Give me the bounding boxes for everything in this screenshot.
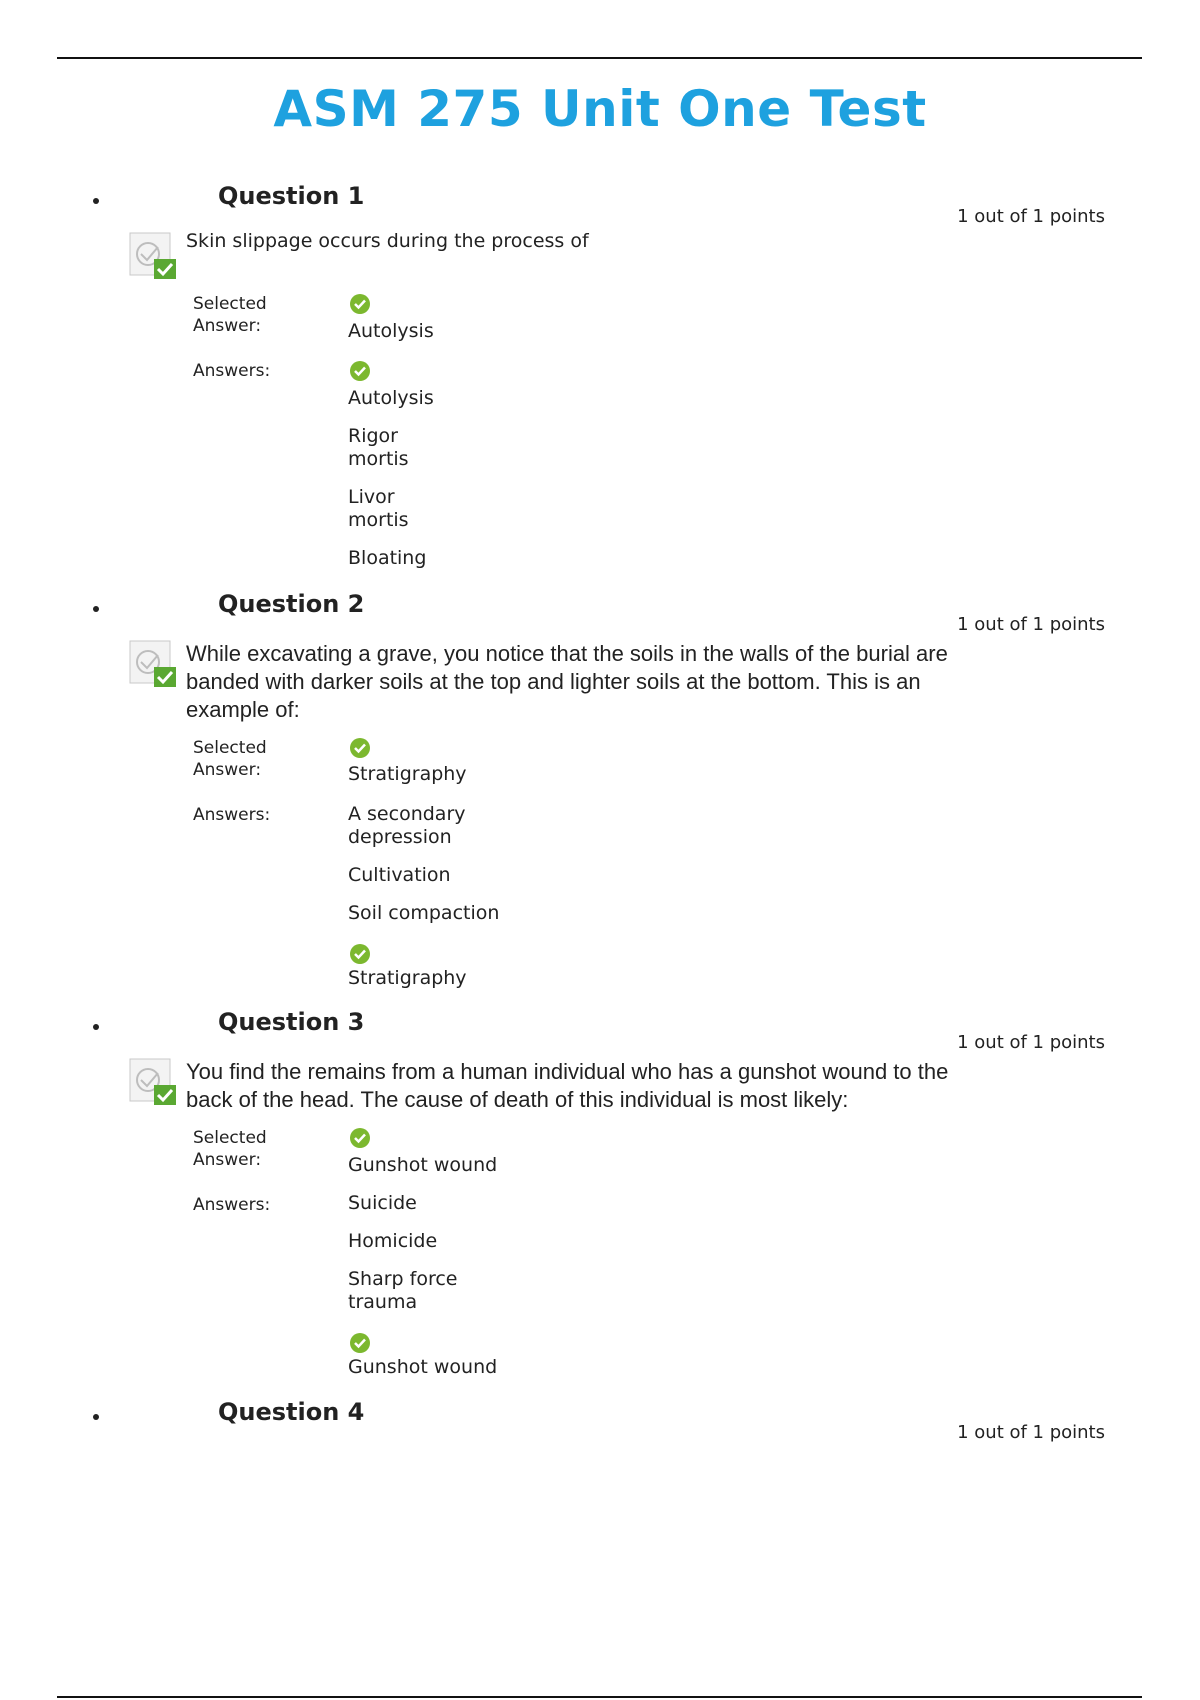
answer-option: Stratigraphy: [348, 967, 467, 989]
bottom-rule: [57, 1696, 1142, 1698]
question-text: While excavating a grave, you notice that the soils in the walls of the burial are banded with darker soils at the top and lighter soils at the bottom. This is an example of:: [186, 641, 948, 722]
answers-label: Answers:: [193, 1195, 271, 1215]
check-circle-icon: [350, 1128, 370, 1148]
question-text: You find the remains from a human individual who has a gunshot wound to the back of the head. The cause of death of this individual is most likely:: [186, 1059, 949, 1112]
question-header: Question 4: [218, 1398, 365, 1426]
question-header: Question 2: [218, 590, 365, 618]
question-text: Skin slippage occurs during the process of: [186, 230, 589, 252]
selected-label: Selected Answer:: [193, 294, 267, 336]
selected-answer: Autolysis: [348, 320, 434, 342]
question-header: Question 3: [218, 1008, 365, 1036]
answer-option: Suicide: [348, 1192, 417, 1214]
graded-correct-icon: [128, 230, 178, 282]
bullet: [93, 606, 99, 612]
answer-option: A secondary depression: [348, 803, 466, 848]
bullet: [93, 1414, 99, 1420]
answer-option: Bloating: [348, 547, 427, 569]
graded-correct-icon: [128, 1056, 178, 1108]
selected-label: Selected Answer:: [193, 1128, 267, 1170]
selected-answer: Stratigraphy: [348, 763, 467, 785]
points: 1 out of 1 points: [957, 206, 1105, 227]
bullet: [93, 1024, 99, 1030]
graded-correct-icon: [128, 638, 178, 690]
check-circle-icon: [350, 1333, 370, 1353]
answer-option: Sharp force trauma: [348, 1268, 458, 1313]
answer-option: Homicide: [348, 1230, 438, 1252]
answer-option: Soil compaction: [348, 902, 500, 924]
check-circle-icon: [350, 738, 370, 758]
check-circle-icon: [350, 361, 370, 381]
answer-option: Gunshot wound: [348, 1356, 498, 1378]
answers-label: Answers:: [193, 361, 271, 381]
document-title: ASM 275 Unit One Test: [273, 80, 927, 138]
selected-answer: Gunshot wound: [348, 1154, 498, 1176]
selected-label: Selected Answer:: [193, 738, 267, 780]
answer-option: Autolysis: [348, 387, 434, 409]
check-circle-icon: [350, 944, 370, 964]
check-circle-icon: [350, 294, 370, 314]
top-rule: [57, 57, 1142, 59]
answer-option: Livor mortis: [348, 486, 409, 531]
answer-option: Cultivation: [348, 864, 451, 886]
answers-label: Answers:: [193, 805, 271, 825]
points: 1 out of 1 points: [957, 614, 1105, 635]
bullet: [93, 198, 99, 204]
answer-option: Rigor mortis: [348, 425, 409, 470]
points: 1 out of 1 points: [957, 1422, 1105, 1443]
question-header: Question 1: [218, 182, 365, 210]
points: 1 out of 1 points: [957, 1032, 1105, 1053]
